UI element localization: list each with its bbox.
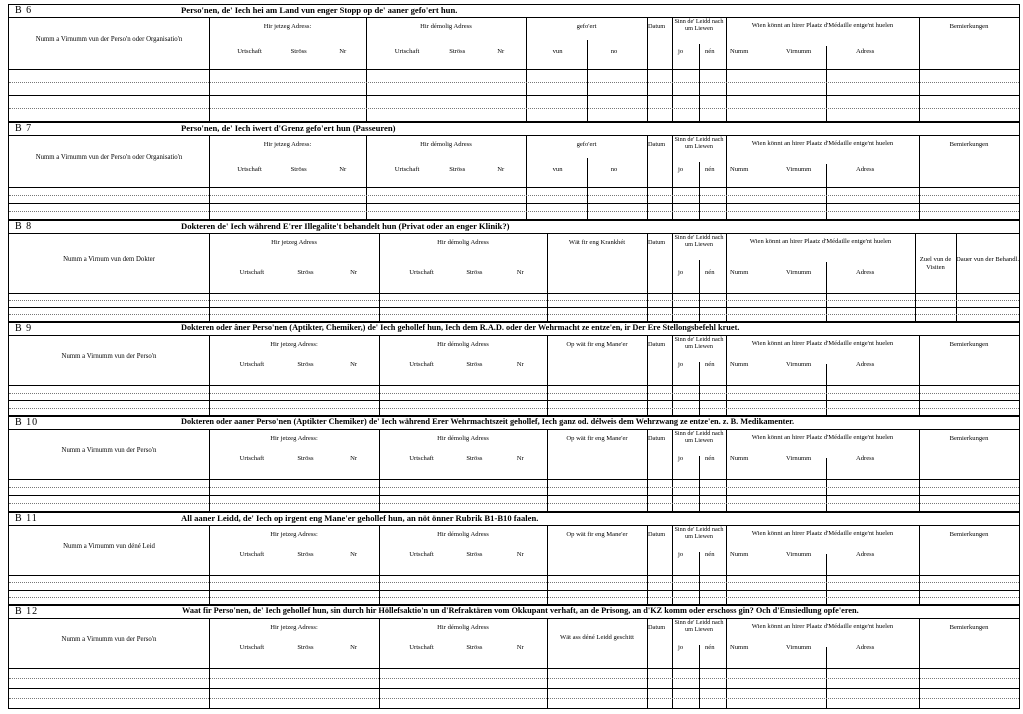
column-divider — [379, 619, 380, 708]
section-code: B 12 — [15, 606, 39, 617]
former-number-label: Nr — [516, 551, 524, 558]
section-header — [9, 513, 1019, 526]
form-grid — [9, 526, 1019, 604]
former-street-label: Ströss — [466, 551, 483, 558]
alive-yes-label: jo — [678, 551, 684, 558]
current-street-label: Ströss — [297, 551, 314, 558]
current-number-label: Nr — [350, 269, 358, 276]
recipient-firstname-label: Virnumm — [786, 269, 812, 276]
recipient-address-label: Adress — [856, 551, 875, 558]
section-b-6 — [8, 4, 1020, 122]
form-grid — [9, 619, 1019, 708]
still-alive-header: Sinn de' Leidd nach um Liewen — [674, 18, 724, 32]
header-bottom-rule — [9, 668, 1019, 669]
section-title: Perso'nen, de' Iech iwert d'Grenz gefo'ert hun (Passeuren) — [181, 123, 396, 133]
recipient-address-label: Adress — [856, 166, 875, 173]
remarks-header: Bemierkungen — [949, 531, 989, 538]
name-column-header: Numm a Virnumm vun der Perso'n oder Organisatio'n — [35, 35, 183, 43]
still-alive-header: Sinn de' Leidd nach um Liewen — [674, 430, 724, 444]
recipient-name-label: Numm — [730, 455, 749, 462]
former-address-header: Hir démolig Adress — [420, 141, 472, 148]
recipient-divider — [826, 262, 827, 321]
current-town-label: Urtschaft — [239, 644, 265, 651]
alive-no-label: nén — [705, 48, 715, 55]
transported-from-label: vun — [552, 48, 563, 55]
dotted-rule — [9, 393, 1019, 394]
column-divider — [647, 136, 648, 219]
data-row-rule — [9, 400, 1019, 401]
current-town-label: Urtschaft — [237, 166, 262, 173]
recipient-name-label: Numm — [730, 166, 749, 173]
header-bottom-rule — [9, 385, 1019, 386]
form-grid — [9, 136, 1019, 219]
column-divider — [209, 619, 210, 708]
date-header: Datum — [648, 531, 666, 538]
current-number-label: Nr — [350, 644, 358, 651]
alive-no-label: nén — [705, 455, 715, 462]
recipient-address-label: Adress — [856, 361, 875, 368]
transported-to-label: no — [610, 166, 618, 173]
section-b-9 — [8, 322, 1020, 416]
medal-recipient-header: Wien könnt an hirer Plaatz d'Médaille entge'nt huelen — [751, 530, 894, 537]
column-divider — [726, 336, 727, 415]
transported-header: gefo'ert — [576, 141, 597, 148]
date-header: Datum — [648, 239, 666, 246]
dotted-rule — [9, 487, 1019, 488]
section-title: Dokteren oder âner Perso'nen (Aptikter, Chemiker,) de' Iech gehollef hun, Iech dem R.A.D. oder der Wehrmacht ze entze'en, ir Der Ere Stellongsbefehl kruet. — [181, 323, 740, 332]
form-grid — [9, 234, 1019, 321]
medal-recipient-header: Wien könnt an hirer Plaatz d'Médaille entge'nt huelen — [751, 22, 894, 29]
section-b-11 — [8, 512, 1020, 605]
header-bottom-rule — [9, 293, 1019, 294]
recipient-name-label: Numm — [730, 361, 749, 368]
section-title: Dokteren de' Iech während E'rer Illegalite't behandelt hun (Privat oder an enger Klinik?) — [181, 221, 510, 231]
current-street-label: Ströss — [290, 48, 307, 55]
name-column-header: Numm a Virnumm vun der Perso'n — [61, 352, 157, 360]
data-row-rule — [9, 688, 1019, 689]
remarks-header: Bemierkungen — [949, 141, 989, 148]
form-grid — [9, 430, 1019, 511]
still-alive-header: Sinn de' Leidd nach um Liewen — [674, 619, 724, 633]
recipient-firstname-label: Virnumm — [786, 551, 812, 558]
former-number-label: Nr — [497, 48, 505, 55]
column-divider — [726, 430, 727, 511]
current-street-label: Ströss — [290, 166, 307, 173]
data-row-rule — [9, 95, 1019, 96]
date-header: Datum — [648, 624, 666, 631]
section-code: B 8 — [15, 221, 33, 232]
former-town-label: Urtschaft — [409, 551, 434, 558]
former-address-header: Hir démolig Adress — [437, 624, 489, 631]
section-code: B 11 — [15, 513, 38, 524]
recipient-firstname-label: Virnumm — [786, 166, 812, 173]
medal-recipient-header: Wien könnt an hirer Plaatz d'Médaille entge'nt huelen — [751, 140, 894, 147]
dotted-rule — [9, 314, 1019, 315]
current-address-header: Hir jetzeg Adress: — [270, 435, 318, 442]
former-street-label: Ströss — [449, 166, 466, 173]
dotted-rule — [9, 108, 1019, 109]
current-town-label: Urtschaft — [237, 48, 262, 55]
current-address-header: Hir jetzeg Adress: — [270, 624, 318, 631]
dotted-rule — [9, 698, 1019, 699]
dotted-rule — [9, 503, 1019, 504]
recipient-name-label: Numm — [730, 48, 749, 55]
column-divider — [726, 619, 727, 708]
name-column-header: Numm a Virnumm vun der Perso'n — [61, 635, 157, 643]
section-b-7 — [8, 122, 1020, 220]
dotted-rule — [9, 300, 1019, 301]
recipient-name-label: Numm — [730, 551, 749, 558]
former-number-label: Nr — [516, 455, 524, 462]
alive-yes-label: jo — [678, 48, 684, 55]
recipient-address-label: Adress — [856, 48, 875, 55]
alive-yes-label: jo — [678, 644, 684, 651]
date-header: Datum — [648, 23, 666, 30]
dotted-rule — [9, 195, 1019, 196]
section-header — [9, 123, 1019, 136]
dotted-rule — [9, 408, 1019, 409]
treatment-duration-header: Dauer vun der Behandl. — [956, 256, 1019, 263]
header-bottom-rule — [9, 187, 1019, 188]
recipient-name-label: Numm — [730, 269, 749, 276]
section-header — [9, 221, 1019, 234]
remarks-header: Bemierkungen — [949, 341, 989, 348]
remarks-header: Bemierkungen — [949, 435, 989, 442]
current-number-label: Nr — [350, 455, 358, 462]
col5-header: Op wät fir eng Mane'er — [566, 531, 628, 538]
medal-recipient-header: Wien könnt an hirer Plaatz d'Médaille entge'nt huelen — [751, 623, 894, 630]
header-bottom-rule — [9, 479, 1019, 480]
recipient-firstname-label: Virnumm — [786, 644, 812, 651]
data-row-rule — [9, 495, 1019, 496]
section-header — [9, 606, 1019, 619]
transported-divider — [587, 158, 588, 219]
former-address-header: Hir démolig Adress — [437, 341, 489, 348]
form-grid — [9, 336, 1019, 415]
recipient-divider — [826, 46, 827, 121]
former-address-header: Hir démolig Adress — [420, 23, 472, 30]
section-header — [9, 323, 1019, 336]
former-town-label: Urtschaft — [409, 269, 434, 276]
medal-recipient-header: Wien könnt an hirer Plaatz d'Médaille entge'nt huelen — [751, 340, 894, 347]
section-b-8 — [8, 220, 1020, 322]
recipient-firstname-label: Virnumm — [786, 455, 812, 462]
recipient-address-label: Adress — [856, 455, 875, 462]
alive-no-label: nén — [705, 644, 715, 651]
alive-divider — [699, 260, 700, 321]
name-column-header: Numm a Virnumm vun der Perso'n — [61, 446, 157, 454]
alive-no-label: nén — [705, 166, 715, 173]
still-alive-header: Sinn de' Leidd nach um Liewen — [674, 336, 724, 350]
current-street-label: Ströss — [297, 361, 314, 368]
column-divider — [726, 136, 727, 219]
dotted-rule — [9, 211, 1019, 212]
dotted-rule — [9, 82, 1019, 83]
what-happened-header: Wät ass déné Leidd geschitt — [560, 634, 634, 641]
former-number-label: Nr — [516, 644, 524, 651]
data-row-rule — [9, 203, 1019, 204]
current-town-label: Urtschaft — [239, 269, 265, 276]
col5-header: Op wät fir eng Mane'er — [566, 341, 628, 348]
col5-header: Op wät fir eng Mane'er — [566, 435, 628, 442]
visit-count-header: Zuel vun de Visiten — [919, 256, 952, 271]
section-b-12 — [8, 605, 1020, 709]
current-street-label: Ströss — [297, 269, 314, 276]
remarks-header: Bemierkungen — [949, 624, 989, 631]
current-number-label: Nr — [350, 361, 358, 368]
dotted-rule — [9, 597, 1019, 598]
date-header: Datum — [648, 435, 666, 442]
current-number-label: Nr — [339, 48, 347, 55]
former-town-label: Urtschaft — [394, 166, 420, 173]
former-address-header: Hir démolig Adress — [437, 531, 489, 538]
section-title: All aaner Leidd, de' Iech op irgent eng Mane'er gehollef hun, an nöt önner Rubrik B1-B10 faalen. — [181, 513, 539, 523]
transported-header: gefo'ert — [576, 23, 597, 30]
header-bottom-rule — [9, 69, 1019, 70]
medal-recipient-header: Wien könnt an hirer Plaatz d'Médaille entge'nt huelen — [751, 434, 894, 441]
former-number-label: Nr — [516, 269, 524, 276]
section-code: B 9 — [15, 323, 33, 334]
form-grid — [9, 18, 1019, 121]
date-header: Datum — [648, 141, 666, 148]
medal-recipient-header: Wien könnt an hirer Plaatz d'Médaille entge'nt huelen — [749, 238, 892, 245]
current-address-header: Hir jetzeg Adress — [271, 239, 317, 246]
current-address-header: Hir jetzeg Adress: — [263, 141, 312, 148]
column-divider — [919, 619, 920, 708]
recipient-address-label: Adress — [856, 269, 875, 276]
recipient-firstname-label: Virnumm — [786, 48, 812, 55]
former-street-label: Ströss — [466, 361, 483, 368]
transported-from-label: vun — [552, 166, 563, 173]
alive-yes-label: jo — [678, 166, 684, 173]
current-address-header: Hir jetzeg Adress: — [270, 341, 318, 348]
former-number-label: Nr — [497, 166, 505, 173]
column-divider — [547, 619, 548, 708]
still-alive-header: Sinn de' Leidd nach um Liewen — [674, 136, 724, 150]
alive-yes-label: jo — [678, 361, 684, 368]
former-town-label: Urtschaft — [409, 361, 434, 368]
date-header: Datum — [648, 341, 666, 348]
name-column-header: Numm a Virnumm vun déné Leid — [63, 542, 155, 550]
section-code: B 6 — [15, 5, 33, 16]
col5-header: Wät fir eng Krankhét — [568, 239, 626, 246]
former-address-header: Hir démolig Adress — [437, 435, 489, 442]
former-address-header: Hir démolig Adress — [437, 239, 489, 246]
current-town-label: Urtschaft — [239, 551, 265, 558]
current-number-label: Nr — [350, 551, 358, 558]
alive-yes-label: jo — [678, 455, 684, 462]
column-divider — [647, 619, 648, 708]
dotted-rule — [9, 582, 1019, 583]
former-town-label: Urtschaft — [409, 455, 434, 462]
former-street-label: Ströss — [466, 269, 483, 276]
current-number-label: Nr — [339, 166, 347, 173]
current-street-label: Ströss — [297, 644, 314, 651]
section-b-10 — [8, 416, 1020, 512]
section-header — [9, 5, 1019, 18]
current-street-label: Ströss — [297, 455, 314, 462]
header-bottom-rule — [9, 575, 1019, 576]
section-title: Waat fir Perso'nen, de' Iech gehollef hun, sin durch hir Höllefsaktio'n un d'Refraktären vom Okkupant verhaft, an de Prisong, an d'KZ komm oder erschoss gin? Och d'Emsiedlung opfe'eren. — [182, 606, 859, 615]
data-row-rule — [9, 307, 1019, 308]
section-code: B 7 — [15, 123, 33, 134]
section-code: B 10 — [15, 417, 39, 428]
recipient-firstname-label: Virnumm — [786, 361, 812, 368]
former-street-label: Ströss — [449, 48, 466, 55]
name-column-header: Numm a Virnum vun dem Dokter — [63, 255, 155, 263]
section-header — [9, 417, 1019, 430]
former-town-label: Urtschaft — [394, 48, 420, 55]
alive-no-label: nén — [705, 269, 715, 276]
transported-to-label: no — [610, 48, 618, 55]
current-town-label: Urtschaft — [239, 455, 265, 462]
alive-no-label: nén — [705, 551, 715, 558]
former-number-label: Nr — [516, 361, 524, 368]
dotted-rule — [9, 678, 1019, 679]
column-divider — [726, 526, 727, 604]
column-divider — [647, 430, 648, 511]
section-title: Dokteren oder aaner Perso'nen (Aptikter Chemiker) de' Iech während Erer Wehrmachtszeit gehollef, Iech ganz od. délweis dem Wehrzwang ze entze'en. z. B. Medikamenter. — [181, 417, 795, 426]
recipient-address-label: Adress — [856, 644, 875, 651]
section-title: Perso'nen, de' Iech hei am Land vun enger Stopp op de' aaner gefo'ert hun. — [181, 5, 458, 15]
still-alive-header: Sinn de' Leidd nach um Liewen — [674, 234, 724, 248]
data-row-rule — [9, 590, 1019, 591]
form-sheet — [8, 4, 1020, 710]
former-town-label: Urtschaft — [409, 644, 434, 651]
recipient-name-label: Numm — [730, 644, 749, 651]
current-address-header: Hir jetzeg Adress: — [270, 531, 318, 538]
still-alive-header: Sinn de' Leidd nach um Liewen — [674, 526, 724, 540]
former-street-label: Ströss — [466, 455, 483, 462]
alive-no-label: nén — [705, 361, 715, 368]
name-column-header: Numm a Virnumm vun der Perso'n oder Organisatio'n — [35, 153, 183, 161]
former-street-label: Ströss — [466, 644, 483, 651]
current-address-header: Hir jetzeg Adress: — [263, 23, 312, 30]
remarks-header: Bemierkungen — [949, 23, 989, 30]
alive-yes-label: jo — [678, 269, 684, 276]
current-town-label: Urtschaft — [239, 361, 265, 368]
